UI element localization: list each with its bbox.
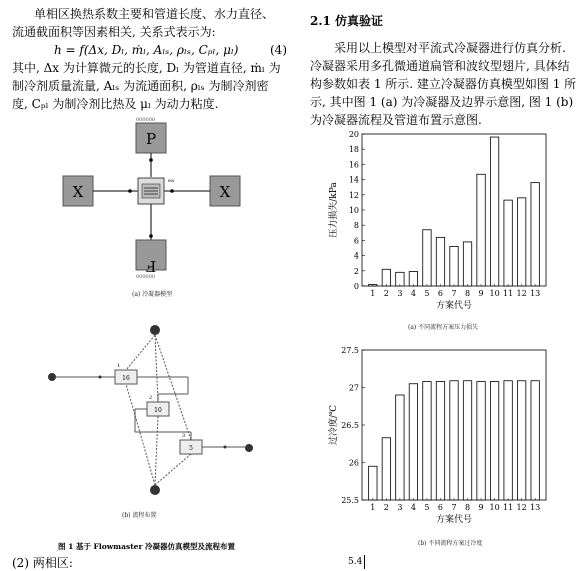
- right-para-line5: 为冷凝器流程及管道布置示意图.: [310, 113, 482, 127]
- bar: [504, 381, 512, 500]
- svg-text:3: 3: [182, 433, 186, 439]
- bar: [517, 198, 525, 286]
- left-para-line4: 制冷剂质量流量, Aₗₛ 为流通面积, ρₗₛ 为制冷剂密: [12, 79, 269, 93]
- bar: [396, 272, 404, 286]
- x-tick-label: 2: [383, 289, 389, 298]
- x-axis-label: 方案代号: [435, 301, 473, 311]
- bar: [490, 382, 498, 501]
- x-tick-label: 3: [397, 503, 403, 512]
- section-title: 2.1 仿真验证: [310, 14, 384, 28]
- left-para-line1: 单相区换热系数主要和管道长度、水力直径、: [34, 7, 275, 21]
- bar: [382, 438, 390, 500]
- right-para-line3: 构参数如表 1 所示. 建立冷凝器仿真模型如图 1 所: [310, 77, 577, 91]
- x-tick-label: 11: [503, 289, 514, 298]
- svg-text:2: 2: [149, 395, 153, 401]
- bar: [396, 395, 404, 500]
- bar: [450, 381, 458, 500]
- x-tick-label: 4: [410, 289, 416, 298]
- svg-text:1: 1: [117, 363, 121, 369]
- y-tick-label: 16: [348, 160, 359, 170]
- y-tick-label: 20: [348, 130, 359, 139]
- y-tick-label: 27.5: [341, 346, 359, 355]
- left-node: [48, 373, 56, 381]
- svg-text:X: X: [219, 183, 231, 201]
- page-number: 5.4: [348, 557, 363, 567]
- bar: [369, 466, 377, 500]
- bar: [423, 230, 431, 286]
- x-tick-label: 5: [424, 503, 430, 512]
- x-tick-label: 2: [383, 503, 389, 512]
- x-tick-label: 7: [451, 289, 457, 298]
- y-tick-label: 4: [353, 251, 359, 261]
- y-tick-label: 12: [348, 190, 359, 200]
- pressure-label: P: [145, 130, 157, 148]
- x-tick-label: 10: [489, 289, 500, 298]
- svg-text:000000: 000000: [136, 274, 156, 280]
- y-tick-label: 10: [348, 206, 359, 215]
- fig-a-caption: (a) 冷凝器模型: [132, 291, 173, 297]
- x-tick-label: 8: [464, 289, 471, 298]
- x-tick-label: 6: [437, 289, 444, 298]
- bar: [517, 381, 525, 500]
- flow-layout-diagram: [40, 320, 265, 525]
- page-divider: [364, 555, 365, 569]
- x-tick-label: 5: [424, 289, 430, 298]
- x-tick-label: 4: [410, 503, 416, 512]
- svg-text:5: 5: [189, 445, 193, 452]
- bar: [504, 200, 512, 286]
- y-tick-label: 25.5: [341, 496, 359, 505]
- bar: [531, 381, 539, 500]
- y-tick-label: 18: [348, 145, 359, 155]
- bar: [477, 382, 485, 501]
- bar: [490, 137, 498, 286]
- y-tick-label: 14: [348, 175, 359, 185]
- right-node: [245, 444, 253, 452]
- y-tick-label: 6: [353, 236, 359, 246]
- y-tick-label: 26: [348, 458, 359, 468]
- x-tick-label: 13: [530, 289, 541, 298]
- left-para-line5: 度, Cₚₗ 为制冷剂比热及 μₗ 为动力粘度.: [12, 97, 219, 111]
- bar: [450, 246, 458, 286]
- svg-text:F: F: [145, 257, 157, 275]
- bar: [463, 242, 471, 286]
- bar: [463, 381, 471, 500]
- outlet-node: [150, 485, 160, 495]
- x-tick-label: 13: [530, 503, 541, 512]
- x-tick-label: 10: [489, 503, 500, 512]
- chart-b-caption: (b) 不同流程方案过冷度: [418, 540, 483, 547]
- fig-b-caption: (b) 流程布置: [122, 512, 157, 519]
- equation-number: (4): [270, 43, 287, 57]
- figure-caption: 图 1 基于 Flowmaster 冷凝器仿真模型及流程布置: [58, 542, 235, 551]
- right-para-line4: 示, 其中图 1 (a) 为冷凝器及边界示意图, 图 1 (b): [310, 95, 574, 109]
- x-tick-label: 12: [516, 289, 527, 298]
- svg-text:ea: ea: [168, 178, 174, 184]
- x-tick-label: 3: [397, 289, 403, 298]
- bar: [382, 269, 390, 286]
- y-tick-label: 0: [353, 282, 359, 291]
- svg-text:16: 16: [122, 375, 130, 382]
- bar: [409, 384, 417, 500]
- y-tick-label: 2: [353, 266, 359, 276]
- x-tick-label: 9: [478, 503, 484, 512]
- y-axis-label: 过冷度/℃: [329, 404, 339, 446]
- svg-text:X: X: [72, 183, 84, 201]
- bar: [477, 174, 485, 286]
- inlet-node: [150, 325, 160, 335]
- next-heading: (2) 两相区:: [12, 556, 73, 570]
- bar: [423, 382, 431, 501]
- left-para-line3: 其中, Δx 为计算微元的长度, Dₗ 为管道直径, ṁₗ 为: [12, 61, 281, 75]
- condenser-model-diagram: [50, 112, 260, 297]
- formula: h = f(Δx, Dₗ, ṁₗ, Aₗₛ, ρₗₛ, Cₚₗ, μₗ): [54, 43, 239, 57]
- x-tick-label: 9: [478, 289, 484, 298]
- right-para-line1: 采用以上模型对平流式冷凝器进行仿真分析.: [334, 41, 566, 55]
- x-tick-label: 11: [503, 503, 514, 512]
- bar: [436, 382, 444, 501]
- x-tick-label: 12: [516, 503, 527, 512]
- left-para-line2: 流通截面积等因素相关, 关系式表示为:: [12, 25, 216, 39]
- y-axis-label: 压力损失/kPa: [329, 182, 339, 238]
- svg-text:10: 10: [154, 407, 162, 414]
- x-tick-label: 1: [370, 289, 376, 298]
- x-tick-label: 7: [451, 503, 457, 512]
- x-tick-label: 8: [464, 503, 471, 512]
- y-tick-label: 8: [353, 221, 359, 231]
- x-tick-label: 1: [370, 503, 376, 512]
- subcooling-chart: [320, 342, 560, 537]
- x-axis-label: 方案代号: [435, 515, 473, 525]
- right-para-line2: 冷凝器采用多孔微通道扁管和波纹型翅片, 具体结: [310, 59, 570, 73]
- x-tick-label: 6: [437, 503, 444, 512]
- pressure-loss-chart: [320, 128, 560, 328]
- bar: [531, 183, 539, 286]
- bar: [409, 272, 417, 286]
- bar: [436, 237, 444, 286]
- y-tick-label: 26.5: [341, 421, 359, 430]
- svg-text:000000: 000000: [136, 117, 156, 123]
- chart-a-caption: (a) 不同流程方案压力损失: [408, 324, 479, 331]
- y-tick-label: 27: [348, 383, 359, 393]
